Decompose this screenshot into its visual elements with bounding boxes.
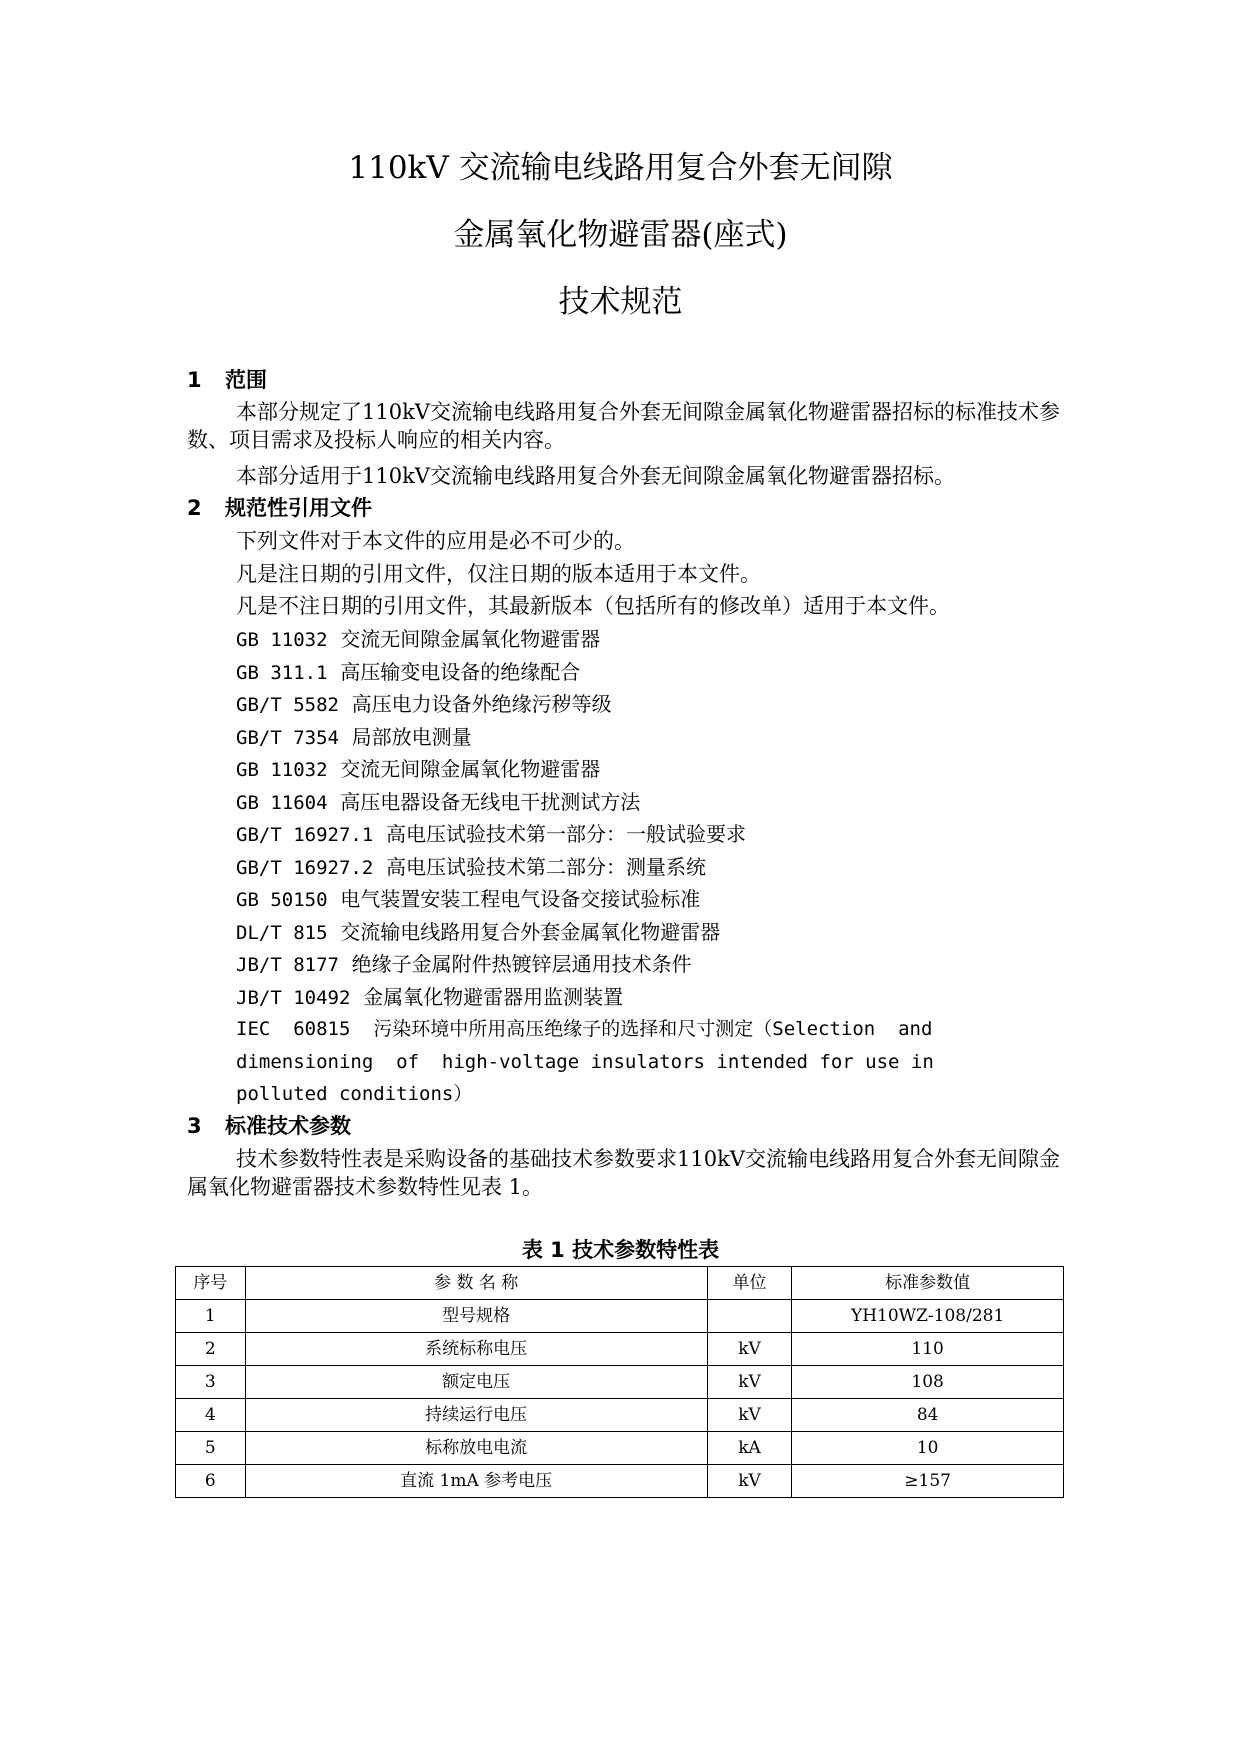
table-header-row <box>176 1267 1064 1300</box>
table-row <box>176 1300 1064 1333</box>
section-title: 规范性引用文件 <box>225 496 372 520</box>
reference-item <box>236 918 720 947</box>
table-cell: ≥157 <box>792 1465 1064 1498</box>
table-cell: 标称放电电流 <box>245 1432 707 1465</box>
reference-code: DL/T 815 <box>236 922 328 944</box>
reference-code: GB/T 16927.1 <box>236 824 374 846</box>
reference-code: JB/T 8177 <box>236 954 339 976</box>
reference-item <box>236 755 600 784</box>
parameter-table <box>175 1266 1064 1498</box>
section-number: 1 <box>187 368 202 392</box>
doc-title-line-2: 金属氧化物避雷器(座式) <box>453 217 788 253</box>
reference-title: 绝缘子金属附件热镀锌层通用技术条件 <box>351 952 692 976</box>
table-cell: 直流 1mA 参考电压 <box>245 1465 707 1498</box>
table-cell: 2 <box>176 1333 246 1366</box>
reference-code: GB/T 16927.2 <box>236 857 374 879</box>
section-heading-references <box>187 494 372 522</box>
reference-item <box>236 853 706 882</box>
ref-intro-3: 凡是不注日期的引用文件，其最新版本（包括所有的修改单）适用于本文件。 <box>236 594 950 618</box>
table-cell: kA <box>707 1432 792 1465</box>
section-heading-scope <box>187 366 267 394</box>
reference-item <box>236 625 600 654</box>
reference-title: 交流无间隙金属氧化物避雷器 <box>340 627 601 651</box>
doc-title-line-1: 110kV 交流输电线路用复合外套无间隙 <box>348 150 893 186</box>
reference-item <box>236 788 640 817</box>
table-cell: 型号规格 <box>245 1300 707 1333</box>
table-cell: kV <box>707 1366 792 1399</box>
iec-reference-line-1: IEC 60815 污染环境中所用高压绝缘子的选择和尺寸测定（Selection and <box>236 1018 933 1040</box>
table-cell: 额定电压 <box>245 1366 707 1399</box>
column-header: 序号 <box>176 1267 246 1300</box>
table-row <box>176 1399 1064 1432</box>
table-cell: 持续运行电压 <box>245 1399 707 1432</box>
doc-title-line-3: 技术规范 <box>558 284 683 320</box>
reference-item <box>236 820 746 849</box>
reference-code: GB 11604 <box>236 792 328 814</box>
table-cell: 系统标称电压 <box>245 1333 707 1366</box>
table-cell: kV <box>707 1333 792 1366</box>
table-cell <box>707 1300 792 1333</box>
column-header: 单位 <box>707 1267 792 1300</box>
table-cell: 108 <box>792 1366 1064 1399</box>
reference-item <box>236 950 692 979</box>
table-cell: kV <box>707 1399 792 1432</box>
table-caption: 表 1 技术参数特性表 <box>521 1238 720 1262</box>
reference-title: 交流输电线路用复合外套金属氧化物避雷器 <box>340 920 721 944</box>
column-header: 参 数 名 称 <box>245 1267 707 1300</box>
reference-code: GB/T 5582 <box>236 694 339 716</box>
ref-intro-2: 凡是注日期的引用文件，仅注日期的版本适用于本文件。 <box>236 562 761 586</box>
table-cell: 1 <box>176 1300 246 1333</box>
section-title: 范围 <box>225 368 267 392</box>
table-cell: 3 <box>176 1366 246 1399</box>
section-heading-parameters <box>187 1112 351 1140</box>
reference-title: 电气装置安装工程电气设备交接试验标准 <box>340 887 701 911</box>
table-cell: 6 <box>176 1465 246 1498</box>
table-cell: 84 <box>792 1399 1064 1432</box>
reference-item <box>236 983 623 1012</box>
reference-code: JB/T 10492 <box>236 987 351 1009</box>
reference-title: 高压电器设备无线电干扰测试方法 <box>340 790 641 814</box>
scope-paragraph-1: 本部分规定了110kV交流输电线路用复合外套无间隙金属氧化物避雷器招标的标准技术参数、项目需求及投标人响应的相关内容。 <box>187 400 1060 452</box>
reference-title: 金属氧化物避雷器用监测装置 <box>363 985 624 1009</box>
reference-title: 高电压试验技术第二部分：测量系统 <box>386 855 706 879</box>
reference-title: 高电压试验技术第一部分：一般试验要求 <box>386 822 746 846</box>
reference-title: 局部放电测量 <box>351 725 472 749</box>
table-row <box>176 1432 1064 1465</box>
section-number: 3 <box>187 1114 202 1138</box>
iec-reference-line-3: polluted conditions） <box>236 1083 473 1105</box>
parameter-paragraph: 技术参数特性表是采购设备的基础技术参数要求110kV交流输电线路用复合外套无间隙金属氧化物避雷器技术参数特性见表 1。 <box>187 1147 1060 1199</box>
column-header: 标准参数值 <box>792 1267 1064 1300</box>
table-cell: 110 <box>792 1333 1064 1366</box>
table-cell: kV <box>707 1465 792 1498</box>
section-number: 2 <box>187 496 202 520</box>
table-row <box>176 1366 1064 1399</box>
reference-title: 高压电力设备外绝缘污秽等级 <box>351 692 612 716</box>
reference-item <box>236 658 580 687</box>
table-cell: YH10WZ-108/281 <box>792 1300 1064 1333</box>
reference-code: GB 11032 <box>236 629 328 651</box>
reference-title: 交流无间隙金属氧化物避雷器 <box>340 757 601 781</box>
scope-paragraph-2: 本部分适用于110kV交流输电线路用复合外套无间隙金属氧化物避雷器招标。 <box>236 464 955 488</box>
reference-code: GB 11032 <box>236 759 328 781</box>
ref-intro-1: 下列文件对于本文件的应用是必不可少的。 <box>236 529 635 553</box>
reference-code: GB 311.1 <box>236 662 328 684</box>
reference-item <box>236 690 612 719</box>
reference-title: 高压输变电设备的绝缘配合 <box>340 660 581 684</box>
reference-item <box>236 885 700 914</box>
table-cell: 5 <box>176 1432 246 1465</box>
table-row <box>176 1465 1064 1498</box>
section-title: 标准技术参数 <box>225 1114 351 1138</box>
table-row <box>176 1333 1064 1366</box>
table-cell: 10 <box>792 1432 1064 1465</box>
table-cell: 4 <box>176 1399 246 1432</box>
iec-reference-line-2: dimensioning of high-voltage insulators intended for use in <box>236 1051 934 1073</box>
reference-code: GB/T 7354 <box>236 727 339 749</box>
reference-item <box>236 723 472 752</box>
reference-code: GB 50150 <box>236 889 328 911</box>
